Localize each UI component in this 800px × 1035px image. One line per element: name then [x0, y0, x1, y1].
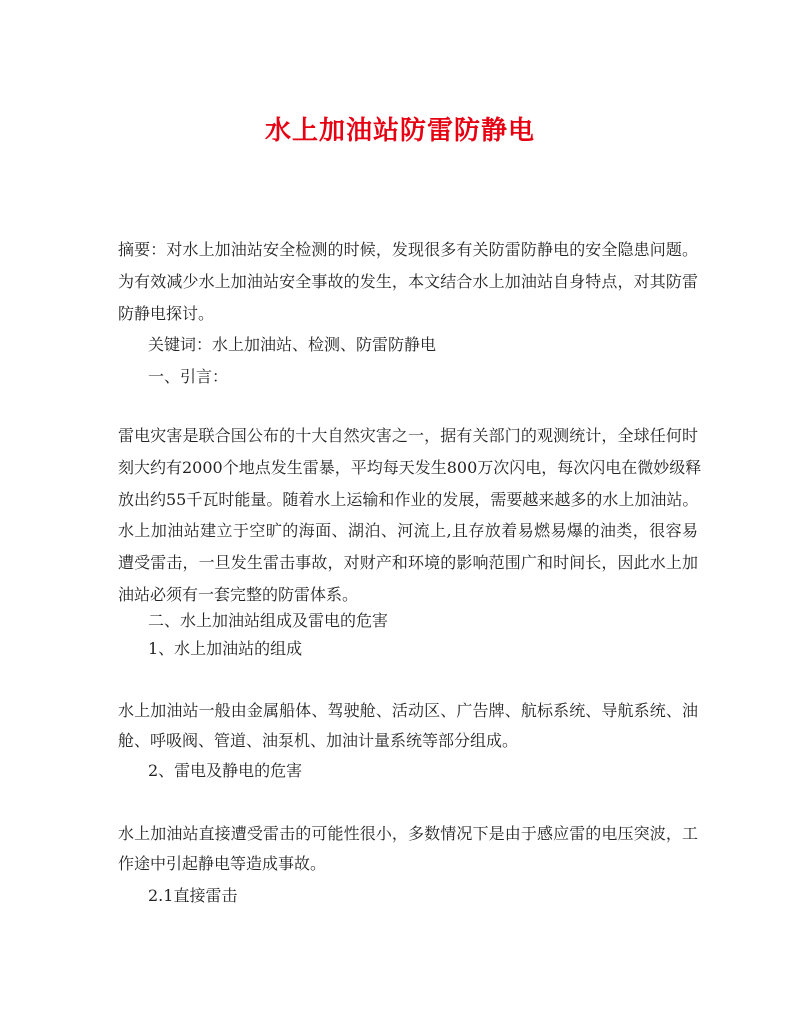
intro-line: 水上加油站建立于空旷的海面、湖泊、河流上,且存放着易燃易爆的油类，很容易	[118, 521, 698, 540]
abstract-line: 为有效减少水上加油站安全事故的发生，本文结合水上加油站自身特点，对其防雷	[118, 272, 698, 291]
composition-line: 舱、呼吸阀、管道、油泵机、加油计量系统等部分组成。	[118, 731, 519, 750]
hazard-line: 水上加油站直接遭受雷击的可能性很小，多数情况下是由于感应雷的电压突波，工	[118, 824, 698, 843]
intro-line: 刻大约有2000个地点发生雷暴，平均每天发生800万次闪电，每次闪电在微妙级释	[118, 458, 702, 477]
abstract-line: 防静电探讨。	[118, 304, 215, 323]
section-heading-intro: 一、引言：	[148, 367, 229, 386]
hazard-line: 作途中引起静电等造成事故。	[118, 854, 327, 873]
composition-line: 水上加油站一般由金属船体、驾驶舱、活动区、广告牌、航标系统、导航系统、油	[118, 701, 698, 720]
section-heading-2: 二、水上加油站组成及雷电的危害	[148, 611, 389, 630]
intro-line: 雷电灾害是联合国公布的十大自然灾害之一，据有关部门的观测统计，全球任何时	[118, 426, 698, 445]
subheading-2-1: 2.1直接雷击	[148, 886, 238, 905]
keywords: 关键词：水上加油站、检测、防雷防静电	[148, 335, 437, 354]
subheading-2: 2、雷电及静电的危害	[148, 761, 303, 780]
intro-line: 油站必须有一套完整的防雷体系。	[118, 585, 359, 604]
subheading-1: 1、水上加油站的组成	[148, 639, 303, 658]
document-title: 水上加油站防雷防静电	[264, 116, 535, 146]
abstract-line: 摘要：对水上加油站安全检测的时候，发现很多有关防雷防静电的安全隐患问题。	[118, 240, 698, 259]
intro-line: 放出约55千瓦时能量。随着水上运输和作业的发展，需要越来越多的水上加油站。	[118, 490, 699, 509]
intro-line: 遭受雷击，一旦发生雷击事故，对财产和环境的影响范围广和时间长，因此水上加	[118, 553, 698, 572]
